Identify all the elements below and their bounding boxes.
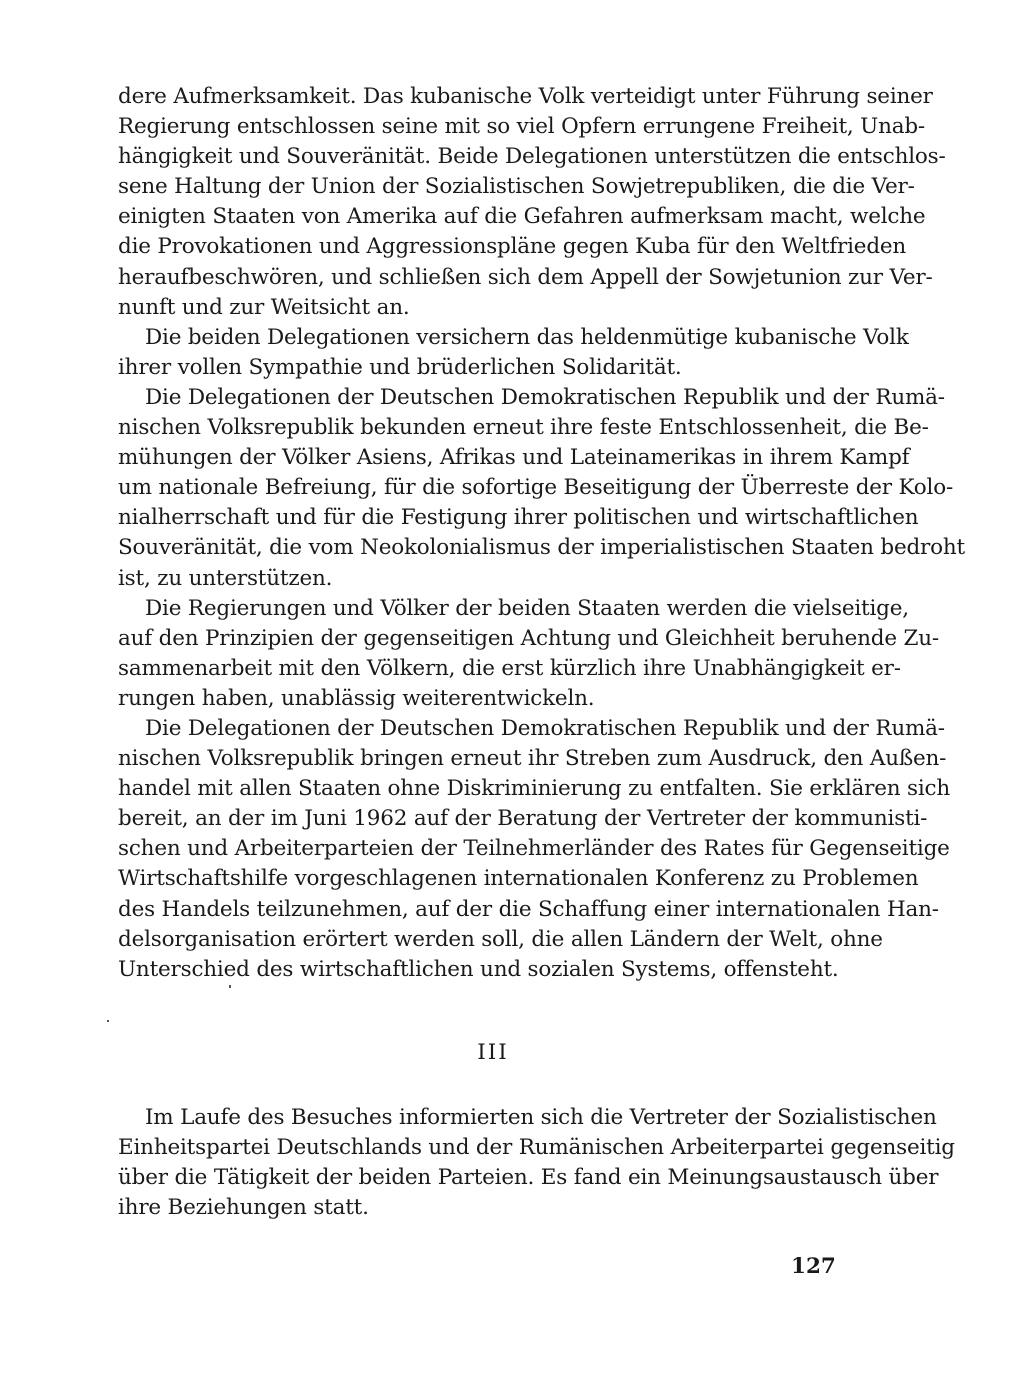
- text-line: um nationale Befreiung, für die sofortige Beseitigung der Überreste der Kolo-: [118, 475, 954, 501]
- body-text: [118, 82, 965, 985]
- section-heading: III: [477, 1040, 509, 1065]
- text-line: nunft und zur Weitsicht an.: [118, 294, 410, 320]
- text-line: sene Haltung der Union der Sozialistischen Sowjetrepubliken, die die Ver-: [118, 174, 915, 200]
- scan-speck: [107, 1020, 109, 1022]
- paragraph: [118, 323, 909, 383]
- text-line: Unterschied des wirtschaftlichen und sozialen Systems, offensteht.: [118, 956, 839, 982]
- text-line: nialherrschaft und für die Festigung ihrer politischen und wirtschaftlichen: [118, 505, 919, 531]
- text-line: nischen Volksrepublik bringen erneut ihr Streben zum Ausdruck, den Außen-: [118, 746, 947, 772]
- text-line: Einheitspartei Deutschlands und der Rumänischen Arbeiterpartei gegenseitig: [118, 1135, 955, 1161]
- text-line: Im Laufe des Besuches informierten sich die Vertreter der Sozialistischen: [145, 1105, 937, 1130]
- text-line: handel mit allen Staaten ohne Diskriminierung zu entfalten. Sie erklären sich: [118, 776, 950, 802]
- text-line: Souveränität, die vom Neokolonialismus der imperialistischen Staaten bedroht: [118, 535, 965, 561]
- text-line: Die Regierungen und Völker der beiden Staaten werden die vielseitige,: [145, 595, 909, 621]
- text-line: die Provokationen und Aggressionspläne gegen Kuba für den Weltfrieden: [118, 234, 907, 260]
- text-line: Die Delegationen der Deutschen Demokratischen Republik und der Rumä-: [145, 384, 945, 410]
- text-line: Die beiden Delegationen versichern das heldenmütige kubanische Volk: [145, 324, 909, 350]
- text-line: hängigkeit und Souveränität. Beide Delegationen unterstützen die entschlos-: [118, 144, 946, 170]
- paragraph: [118, 383, 965, 594]
- text-line: Die Delegationen der Deutschen Demokratischen Republik und der Rumä-: [145, 715, 945, 741]
- text-line: auf den Prinzipien der gegenseitigen Achtung und Gleichheit beruhende Zu-: [118, 625, 939, 651]
- text-line: rungen haben, unablässig weiterentwickeln.: [118, 685, 595, 711]
- text-line: sammenarbeit mit den Völkern, die erst kürzlich ihre Unabhängigkeit er-: [118, 655, 901, 681]
- section-paragraph: [118, 1103, 955, 1223]
- text-line: ist, zu unterstützen.: [118, 565, 333, 591]
- text-line: ihrer vollen Sympathie und brüderlichen Solidarität.: [118, 354, 682, 380]
- text-line: heraufbeschwören, und schließen sich dem Appell der Sowjetunion zur Ver-: [118, 264, 933, 290]
- text-line: ihre Beziehungen statt.: [118, 1195, 369, 1221]
- text-line: bereit, an der im Juni 1962 auf der Beratung der Vertreter der kommunisti-: [118, 806, 928, 832]
- text-line: einigten Staaten von Amerika auf die Gefahren aufmerksam macht, welche: [118, 204, 926, 230]
- page-number: 127: [791, 1254, 836, 1279]
- text-line: dere Aufmerksamkeit. Das kubanische Volk verteidigt unter Führung seiner: [118, 84, 933, 109]
- paragraph: [118, 714, 950, 985]
- text-line: schen und Arbeiterparteien der Teilnehmerländer des Rates für Gegenseitige: [118, 836, 950, 862]
- text-line: mühungen der Völker Asiens, Afrikas und Lateinamerikas in ihrem Kampf: [118, 445, 910, 471]
- text-line: Regierung entschlossen seine mit so viel Opfern errungene Freiheit, Unab-: [118, 114, 925, 140]
- text-line: Wirtschaftshilfe vorgeschlagenen internationalen Konferenz zu Problemen: [118, 866, 919, 892]
- text-line: nischen Volksrepublik bekunden erneut ihre feste Entschlossenheit, die Be-: [118, 415, 929, 441]
- scan-speck: [229, 985, 231, 988]
- paragraph: [118, 82, 946, 323]
- text-line: delsorganisation erörtert werden soll, die allen Ländern der Welt, ohne: [118, 926, 883, 952]
- paragraph: [118, 594, 939, 714]
- text-line: des Handels teilzunehmen, auf der die Schaffung einer internationalen Han-: [118, 896, 939, 922]
- text-line: über die Tätigkeit der beiden Parteien. Es fand ein Meinungsaustausch über: [118, 1165, 939, 1191]
